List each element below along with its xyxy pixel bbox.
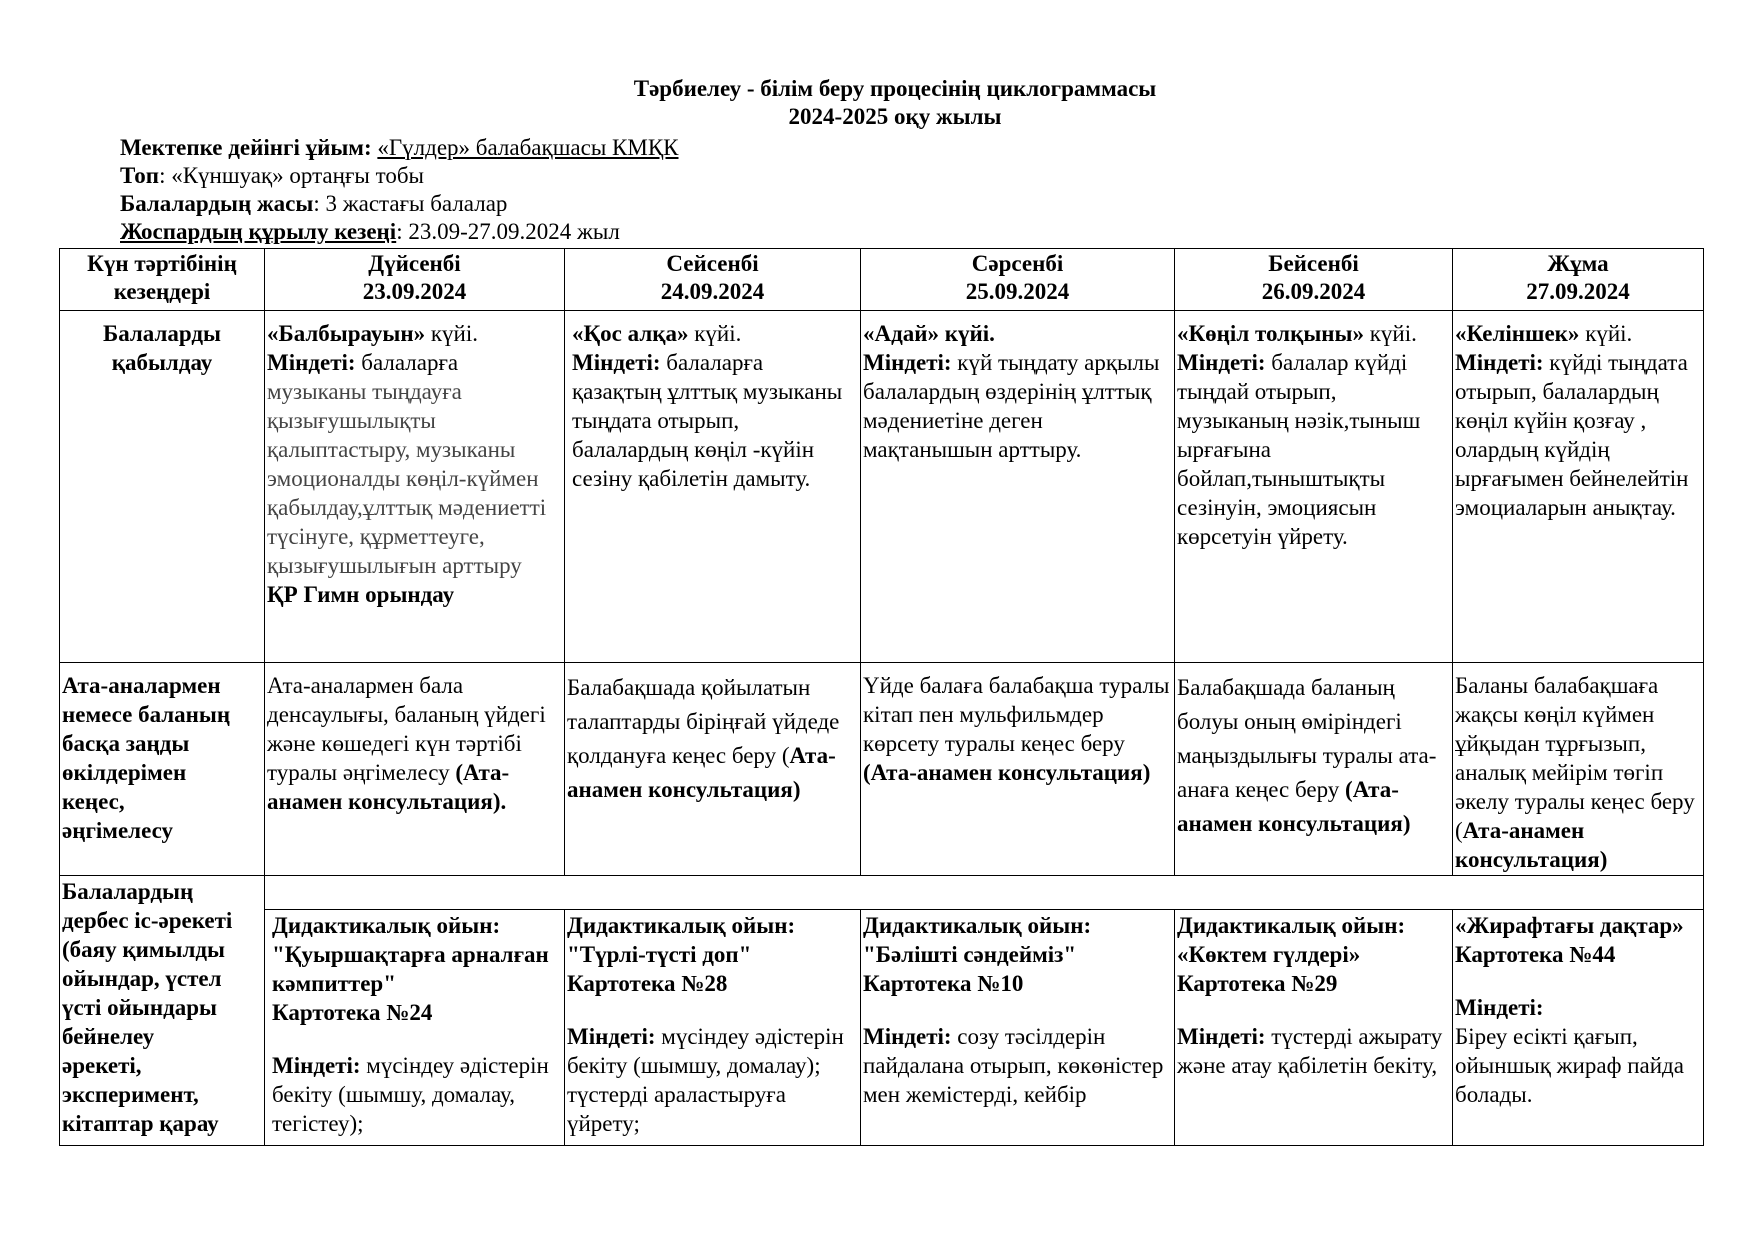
group-label: Топ xyxy=(120,163,160,188)
activity-mon: Дидактикалық ойын: "Қуыршақтарға арналған кәмпиттер" Картотека №24 Міндеті: мүсіндеу әдістерін бекіту (шымшу, домалау, тегістеу); xyxy=(265,910,565,1146)
parents-wed: Үйде балаға балабақша туралы кітап пен мульфильмдер көрсету туралы кеңес беру (Ата-анамен консультация) xyxy=(861,663,1175,876)
meta-organization xyxy=(120,134,679,162)
parents-fri: Баланы балабақшаға жақсы көңіл күймен ұйқыдан тұрғызып, аналық мейірім төгіп әкелу туралы кеңес беру (Ата-анамен консультация) xyxy=(1453,663,1704,876)
period-value: : 23.09-27.09.2024 жыл xyxy=(396,219,620,244)
header-day-thu: Бейсенбі 26.09.2024 xyxy=(1175,249,1453,311)
row-activity-spacer xyxy=(60,876,1704,910)
activity-tue: Дидактикалық ойын: "Түрлі-түсті доп" Картотека №28 Міндеті: мүсіндеу әдістерін бекіту (шымшу, домалау); түстерді араластыруға үйрету; xyxy=(565,910,861,1146)
activity-spacer-cell xyxy=(265,876,1704,910)
activity-thu: Дидактикалық ойын: «Көктем гүлдері» Картотека №29 Міндеті: түстерді ажырату және атау қабілетін бекіту, xyxy=(1175,910,1453,1146)
reception-mon: «Балбырауын» күйі. Міндеті: балаларға музыканы тыңдауға қызығушылықты қалыптастыру, музыканы эмоционалды көңіл-күймен қабылдау,ұлттық мәдениетті түсінуге, құрметтеуге, қызығушылығын арттыру ҚР Гимн орындау xyxy=(265,311,565,663)
period-label: Жоспардың құрылу кезеңі xyxy=(120,219,397,244)
activity-wed: Дидактикалық ойын: "Бәлішті сәндейміз" Картотека №10 Міндеті: созу тәсілдерін пайдалана отырып, көкөністер мен жемістерді, кейбір xyxy=(861,910,1175,1146)
org-label: Мектепке дейінгі ұйым: xyxy=(120,135,372,160)
row-parents xyxy=(60,663,1704,876)
row-label-parents: Ата-аналармен немесе баланың басқа заңды өкілдерімен кеңес, әңгімелесу xyxy=(60,663,265,876)
age-value: : 3 жастағы балалар xyxy=(313,191,508,216)
header-day-wed: Сәрсенбі 25.09.2024 xyxy=(861,249,1175,311)
org-value: «Гүлдер» балабақшасы КМҚК xyxy=(377,135,679,160)
header-stage: Күн тәртібінің кезеңдері xyxy=(60,249,265,311)
parents-mon: Ата-аналармен бала денсаулығы, баланың үйдегі және көшедегі күн тәртібі туралы әңгімелесу (Ата-анамен консультация). xyxy=(265,663,565,876)
cyclogram-table xyxy=(59,248,1704,1146)
reception-wed: «Адай» күйі. Міндеті: күй тыңдату арқылы балалардың өздерінің ұлттық мәдениетіне деген мақтанышын арттыру. xyxy=(861,311,1175,663)
meta-period xyxy=(120,218,620,246)
parents-tue: Балабақшада қойылатын талаптарды біріңғай үйдеде қолдануға кеңес беру (Ата-анамен консультация) xyxy=(565,663,861,876)
row-reception xyxy=(60,311,1704,663)
header-day-fri: Жұма 27.09.2024 xyxy=(1453,249,1704,311)
row-label-reception: Балаларды қабылдау xyxy=(60,311,265,663)
meta-age xyxy=(120,190,507,218)
age-label: Балалардың жасы xyxy=(120,191,314,216)
parents-thu: Балабақшада баланың болуы оның өміріндегі маңыздылығы туралы ата-анаға кеңес беру (Ата-анамен консультация) xyxy=(1175,663,1453,876)
doc-title-line2: 2024-2025 оқу жылы xyxy=(788,104,1002,129)
group-value: : «Күншуақ» ортаңғы тобы xyxy=(159,163,424,188)
activity-fri: «Жирафтағы дақтар» Картотека №44 Міндеті: Біреу есікті қағып, ойыншық жираф пайда болады. xyxy=(1453,910,1704,1146)
header-row xyxy=(60,249,1704,311)
row-label-activity: Балалардың дербес іс-әрекеті (баяу қимылды ойындар, үстел үсті ойындары бейнелеу әрекеті, эксперимент, кітаптар қарау xyxy=(60,876,265,1146)
reception-tue: «Қос алқа» күйі. Міндеті: балаларға қазақтың ұлттық музыканы тыңдата отырып, балалардың көңіл -күйін сезіну қабілетін дамыту. xyxy=(565,311,861,663)
header-day-tue: Сейсенбі 24.09.2024 xyxy=(565,249,861,311)
reception-fri: «Келіншек» күйі. Міндеті: күйді тыңдата отырып, балалардың көңіл күйін қозғау , олардың күйдің ырғағымен бейнелейтін эмоциаларын анықтау. xyxy=(1453,311,1704,663)
doc-title-line1: Тәрбиелеу - білім беру процесінің циклограммасы xyxy=(633,76,1157,101)
reception-thu: «Көңіл толқыны» күйі. Міндеті: балалар күйді тыңдай отырып, музыканың нәзік,тыныш ырғағына бойлап,тыныштықты сезінуін, эмоциясын көрсетуін үйрету. xyxy=(1175,311,1453,663)
row-activity xyxy=(60,910,1704,1146)
meta-group xyxy=(120,162,424,190)
header-day-mon: Дүйсенбі 23.09.2024 xyxy=(265,249,565,311)
